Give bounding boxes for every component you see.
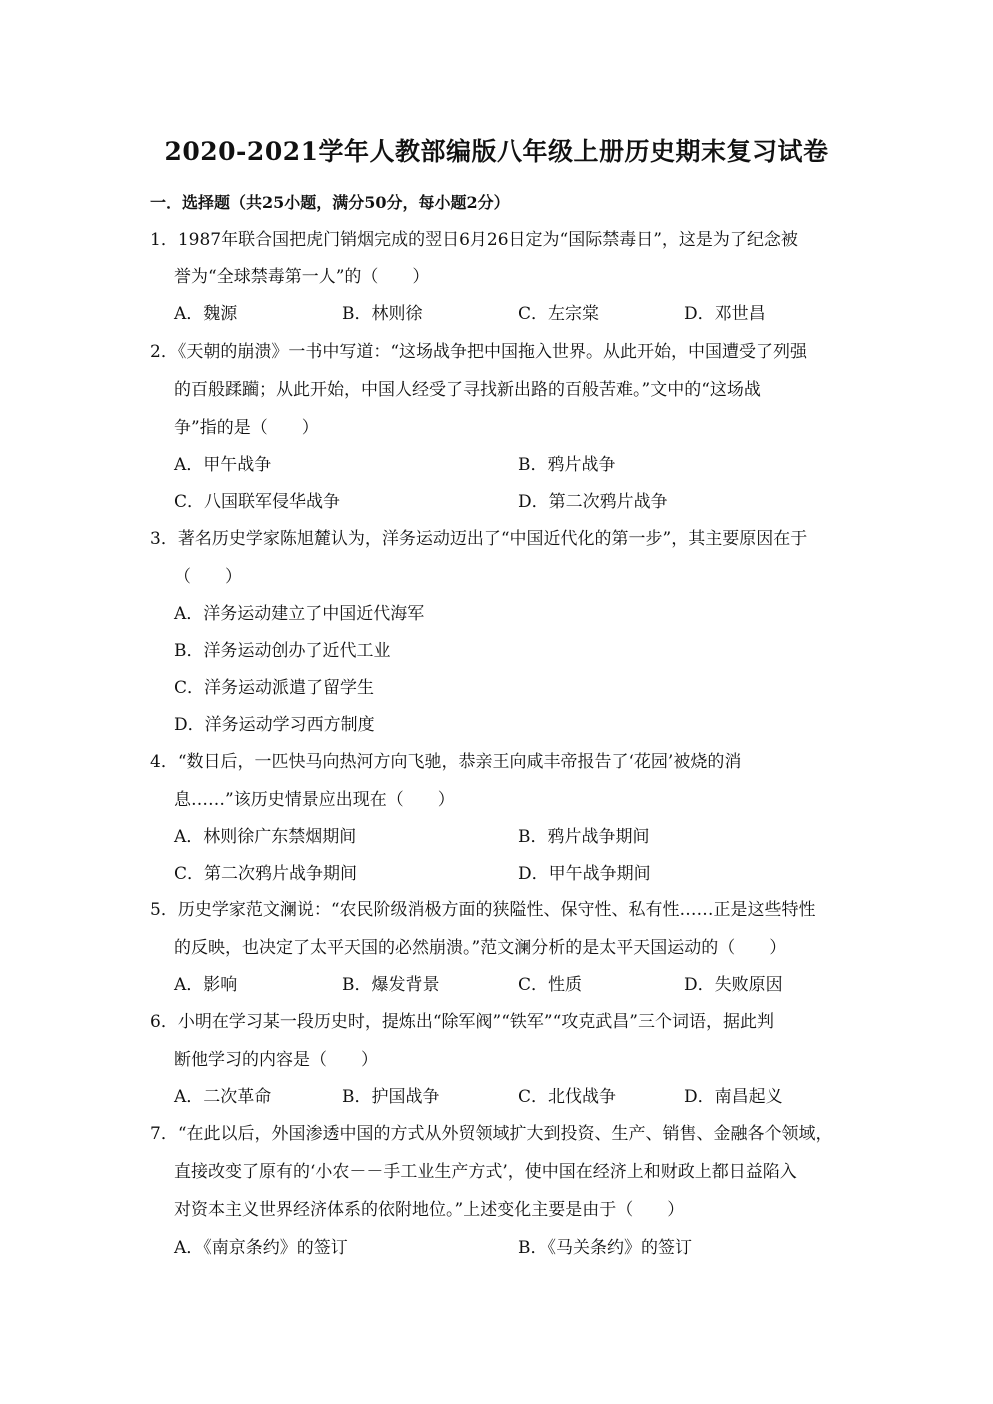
question-3-option-b: B．洋务运动创办了近代工业 — [174, 641, 391, 661]
question-5-line-1: 5．历史学家范文澜说：“农民阶级消极方面的狭隘性、保守性、私有性……正是这些特性 — [150, 900, 816, 920]
question-6-option-c: C．北伐战争 — [518, 1087, 617, 1107]
question-1-option-b: B．林则徐 — [342, 304, 423, 324]
question-4-line-2: 息……”该历史情景应出现在（ ） — [174, 790, 455, 810]
question-4-line-1: 4．“数日后，一匹快马向热河方向飞驰，恭亲王向咸丰帝报告了‘花园’被烧的消 — [150, 752, 742, 772]
question-6-line-1: 6．小明在学习某一段历史时，提炼出“除军阀”“铁军”“攻克武昌”三个词语，据此判 — [150, 1012, 774, 1032]
question-4-option-c: C．第二次鸦片战争期间 — [174, 864, 358, 884]
question-3-line-2: （ ） — [174, 567, 242, 587]
question-5-option-a: A．影响 — [174, 975, 238, 995]
question-2-option-b: B．鸦片战争 — [518, 455, 616, 475]
question-1-option-d: D．邓世昌 — [684, 304, 766, 324]
question-6-option-d: D．南昌起义 — [684, 1087, 783, 1107]
question-6-option-a: A．二次革命 — [174, 1087, 272, 1107]
question-2-line-1: 2．《天朝的崩溃》一书中写道：“这场战争把中国拖入世界。从此开始，中国遭受了列强 — [150, 342, 808, 362]
question-5-option-c: C．性质 — [518, 975, 583, 995]
question-2-option-d: D．第二次鸦片战争 — [518, 492, 668, 512]
question-7-option-a: A．《南京条约》的签订 — [174, 1238, 348, 1258]
question-6-option-b: B．护国战争 — [342, 1087, 440, 1107]
question-7-line-2: 直接改变了原有的‘小农－－手工业生产方式’，使中国在经济上和财政上都日益陷入 — [174, 1162, 797, 1182]
question-5-option-d: D．失败原因 — [684, 975, 783, 995]
question-2-line-2: 的百般蹂躏；从此开始，中国人经受了寻找新出路的百般苦难。”文中的“这场战 — [174, 380, 761, 400]
question-3-option-a: A．洋务运动建立了中国近代海军 — [174, 604, 425, 624]
question-1-option-a: A．魏源 — [174, 304, 238, 324]
question-1-line-2: 誉为“全球禁毒第一人”的（ ） — [174, 267, 430, 287]
question-4-option-d: D．甲午战争期间 — [518, 864, 651, 884]
question-2-line-3: 争”指的是（ ） — [174, 418, 319, 438]
question-5-line-2: 的反映，也决定了太平天国的必然崩溃。”范文澜分析的是太平天国运动的（ ） — [174, 938, 787, 958]
question-5-option-b: B．爆发背景 — [342, 975, 440, 995]
question-7-option-b: B．《马关条约》的签订 — [518, 1238, 692, 1258]
question-2-option-c: C．八国联军侵华战争 — [174, 492, 341, 512]
question-1-option-c: C．左宗棠 — [518, 304, 600, 324]
question-3-option-d: D．洋务运动学习西方制度 — [174, 715, 375, 735]
question-2-option-a: A．甲午战争 — [174, 455, 272, 475]
question-7-line-3: 对资本主义世界经济体系的依附地位。”上述变化主要是由于（ ） — [174, 1200, 685, 1220]
question-7-line-1: 7．“在此以后，外国渗透中国的方式从外贸领域扩大到投资、生产、销售、金融各个领域， — [150, 1124, 833, 1144]
section-heading: 一．选择题（共25小题，满分50分，每小题2分） — [150, 193, 510, 212]
question-4-option-a: A．林则徐广东禁烟期间 — [174, 827, 357, 847]
question-4-option-b: B．鸦片战争期间 — [518, 827, 650, 847]
question-3-line-1: 3．著名历史学家陈旭麓认为，洋务运动迈出了“中国近代化的第一步”，其主要原因在于 — [150, 529, 808, 549]
question-3-option-c: C．洋务运动派遣了留学生 — [174, 678, 375, 698]
question-1-line-1: 1．1987年联合国把虎门销烟完成的翌日6月26日定为“国际禁毒日”，这是为了纪念被 — [150, 230, 798, 250]
page-title: 2020-2021学年人教部编版八年级上册历史期末复习试卷 — [164, 137, 829, 166]
question-6-line-2: 断他学习的内容是（ ） — [174, 1050, 378, 1070]
